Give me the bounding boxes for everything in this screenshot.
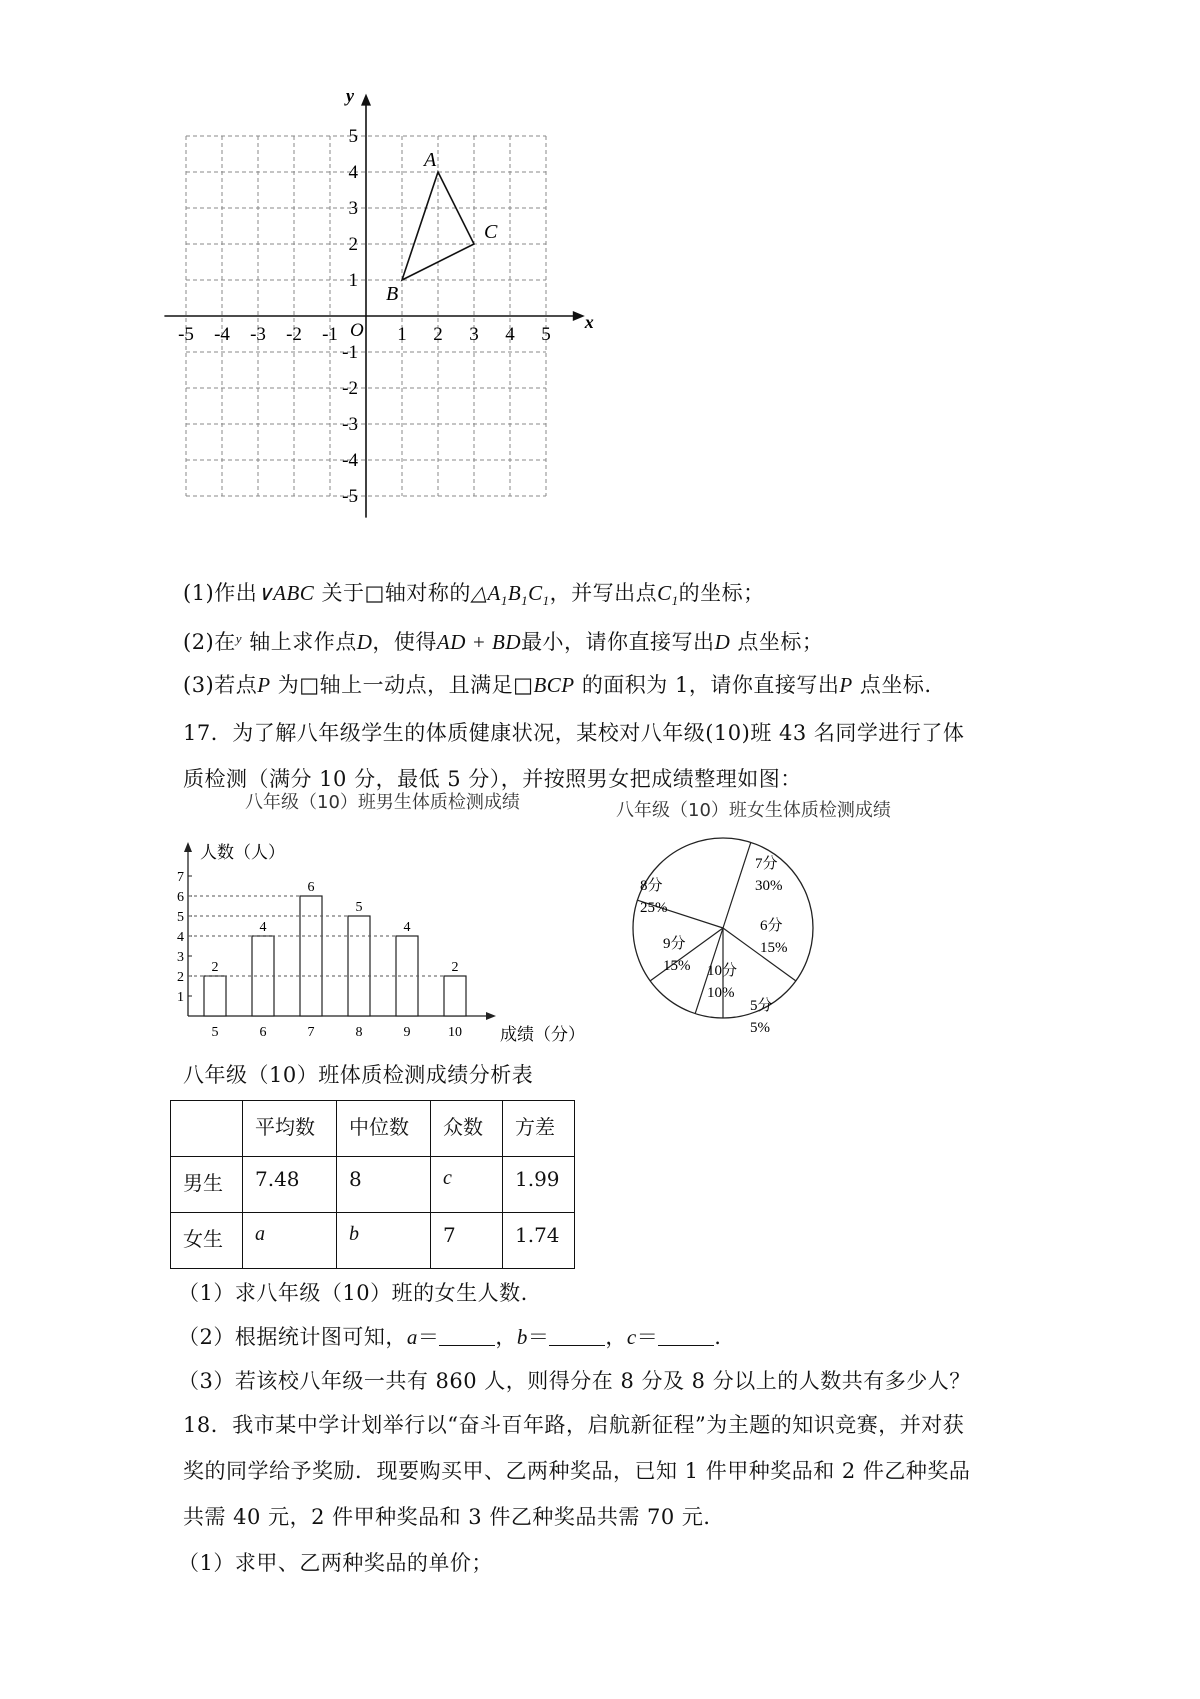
table-row xyxy=(171,1157,575,1213)
table-cell: b xyxy=(337,1213,431,1269)
pie-slice-percent: 25% xyxy=(640,900,668,916)
bar-x-axis-arrow xyxy=(486,1012,496,1020)
pie-slice-percent: 10% xyxy=(707,985,735,1001)
bar-category-label: 6 xyxy=(259,1025,267,1040)
table-cell: 8 xyxy=(337,1157,431,1213)
x-tick-label: 5 xyxy=(541,324,551,345)
vertex-label-a: A xyxy=(424,149,437,171)
pie-slice-label: 7分 xyxy=(755,856,778,872)
x-axis-arrow xyxy=(573,311,585,321)
bar xyxy=(444,976,466,1016)
y-tick-label: -4 xyxy=(342,450,358,471)
bar-value-label: 4 xyxy=(403,920,411,935)
table-title: 八年级（10）班体质检测成绩分析表 xyxy=(183,1063,534,1087)
y-tick-label: -3 xyxy=(342,414,358,435)
x-tick-label: 4 xyxy=(505,324,515,345)
q18-sub1: （1）求甲、乙两种奖品的单价； xyxy=(178,1551,493,1575)
answer-blank-b[interactable] xyxy=(549,1325,605,1346)
answer-blank-c[interactable] xyxy=(658,1325,714,1346)
pie-slice-percent: 5% xyxy=(750,1020,770,1036)
y-tick-label: 2 xyxy=(348,234,358,255)
q17-intro-line2: 质检测（满分 10 分，最低 5 分），并按照男女把成绩整理如图： xyxy=(183,767,802,791)
table-header-cell: 方差 xyxy=(503,1101,575,1157)
x-axis-label: x xyxy=(584,312,594,332)
y-axis-arrow xyxy=(361,94,371,106)
bar-y-tick-label: 3 xyxy=(177,950,184,965)
y-tick-label: -2 xyxy=(342,378,358,399)
x-tick-label: -4 xyxy=(214,324,230,345)
x-tick-label: -2 xyxy=(286,324,302,345)
q17-sub1: （1）求八年级（10）班的女生人数. xyxy=(178,1281,528,1305)
bar-value-label: 6 xyxy=(307,880,315,895)
q17-sub3: （3）若该校八年级一共有 860 人，则得分在 8 分及 8 分以上的人数共有多少人？ xyxy=(178,1369,971,1393)
x-tick-label: -3 xyxy=(250,324,266,345)
y-tick-label: -5 xyxy=(342,486,358,507)
table-cell: c xyxy=(431,1157,503,1213)
bar-category-label: 10 xyxy=(448,1025,462,1040)
y-tick-label: 5 xyxy=(348,126,358,147)
bar xyxy=(348,916,370,1016)
pie-chart-title: 八年级（10）班女生体质检测成绩 xyxy=(616,800,891,821)
table-cell: 男生 xyxy=(171,1157,243,1213)
y-axis-label: y xyxy=(346,85,354,106)
x-tick-label: 3 xyxy=(469,324,479,345)
x-tick-label: 2 xyxy=(433,324,443,345)
bar-y-axis-arrow xyxy=(184,842,192,852)
bar-category-label: 9 xyxy=(403,1025,411,1040)
bar-category-label: 7 xyxy=(307,1025,315,1040)
q18-line2: 奖的同学给予奖励．现要购买甲、乙两种奖品，已知 1 件甲种奖品和 2 件乙种奖品 xyxy=(183,1459,971,1483)
q18-line1: 18．我市某中学计划举行以“奋斗百年路，启航新征程”为主题的知识竞赛，并对获 xyxy=(183,1413,965,1437)
bar-y-tick-label: 7 xyxy=(177,870,184,885)
table-cell: 7 xyxy=(431,1213,503,1269)
x-tick-label: -1 xyxy=(322,324,338,345)
axes xyxy=(164,94,584,518)
table-header-cell: 众数 xyxy=(431,1101,503,1157)
bar-category-label: 8 xyxy=(355,1025,363,1040)
bar-y-axis-label: 人数（人） xyxy=(200,843,285,862)
table-cell: a xyxy=(243,1213,337,1269)
y-tick-label: 1 xyxy=(348,270,358,291)
bar-y-tick-label: 2 xyxy=(177,970,184,985)
q18-line3: 共需 40 元，2 件甲种奖品和 3 件乙种奖品共需 70 元． xyxy=(183,1505,725,1529)
analysis-table xyxy=(170,1100,575,1269)
bar xyxy=(300,896,322,1016)
bar-value-label: 4 xyxy=(259,920,267,935)
pie-slice-label: 10分 xyxy=(707,963,738,979)
bar xyxy=(204,976,226,1016)
bar-chart-title: 八年级（10）班男生体质检测成绩 xyxy=(245,792,520,813)
bar-chart xyxy=(170,820,610,1050)
vertex-label-b: B xyxy=(386,283,399,305)
table-cell: 1.99 xyxy=(503,1157,575,1213)
y-tick-label: -1 xyxy=(342,342,358,363)
pie-slice-label: 8分 xyxy=(640,878,663,894)
pie-chart xyxy=(630,820,930,1050)
bar-value-label: 2 xyxy=(451,960,459,975)
coordinate-grid-figure xyxy=(178,85,620,558)
x-tick-label: -5 xyxy=(178,324,194,345)
bar-y-tick-label: 4 xyxy=(177,930,184,945)
bar-value-label: 2 xyxy=(211,960,219,975)
table-header-row xyxy=(171,1101,575,1157)
pie-slice-label: 5分 xyxy=(750,998,773,1014)
q16-part3: (3)若点P 为□轴上一动点，且满足□BCP 的面积为 1，请你直接写出P 点坐标. xyxy=(183,673,932,697)
bar-x-axis-label: 成绩（分） xyxy=(500,1025,585,1044)
vertex-label-c: C xyxy=(484,221,498,243)
bar-y-tick-label: 5 xyxy=(177,910,184,925)
table-cell: 女生 xyxy=(171,1213,243,1269)
q17-sub2: （2）根据统计图可知，a＝ ，b＝ ，c＝ . xyxy=(178,1325,722,1349)
table-header-cell: 中位数 xyxy=(337,1101,431,1157)
answer-blank-a[interactable] xyxy=(439,1325,495,1346)
pie-slice-percent: 15% xyxy=(760,940,788,956)
table-cell: 1.74 xyxy=(503,1213,575,1269)
y-tick-label: 3 xyxy=(348,198,358,219)
pie-slice-percent: 15% xyxy=(663,958,691,974)
bar-y-tick-label: 1 xyxy=(177,990,184,1005)
pie-slice-label: 6分 xyxy=(760,918,783,934)
bar-category-label: 5 xyxy=(211,1025,219,1040)
pie-slice-label: 9分 xyxy=(663,936,686,952)
y-tick-label: 4 xyxy=(348,162,358,183)
triangle-a1b1c1: $\triangle A_1B_1C_1$ xyxy=(470,581,550,609)
q16-part1: (1)作出∨ABC 关于□轴对称的$\triangle A_1B_1C_1$，并写出点$C_1$的坐标； xyxy=(183,581,765,609)
table-row xyxy=(171,1213,575,1269)
pie-slice-percent: 30% xyxy=(755,878,783,894)
table-header-cell xyxy=(171,1101,243,1157)
point-c1: $C_1$ xyxy=(657,581,679,609)
bar-y-tick-label: 6 xyxy=(177,890,184,905)
x-tick-label: 1 xyxy=(397,324,407,345)
table-cell: 7.48 xyxy=(243,1157,337,1213)
q16-part2: (2)在$^y$ 轴上求作点D，使得AD + BD最小，请你直接写出D 点坐标； xyxy=(183,630,824,654)
table-header-cell: 平均数 xyxy=(243,1101,337,1157)
q17-intro-line1: 17．为了解八年级学生的体质健康状况，某校对八年级(10)班 43 名同学进行了体 xyxy=(183,721,965,745)
origin-label: O xyxy=(350,320,364,341)
bar-value-label: 5 xyxy=(355,900,363,915)
